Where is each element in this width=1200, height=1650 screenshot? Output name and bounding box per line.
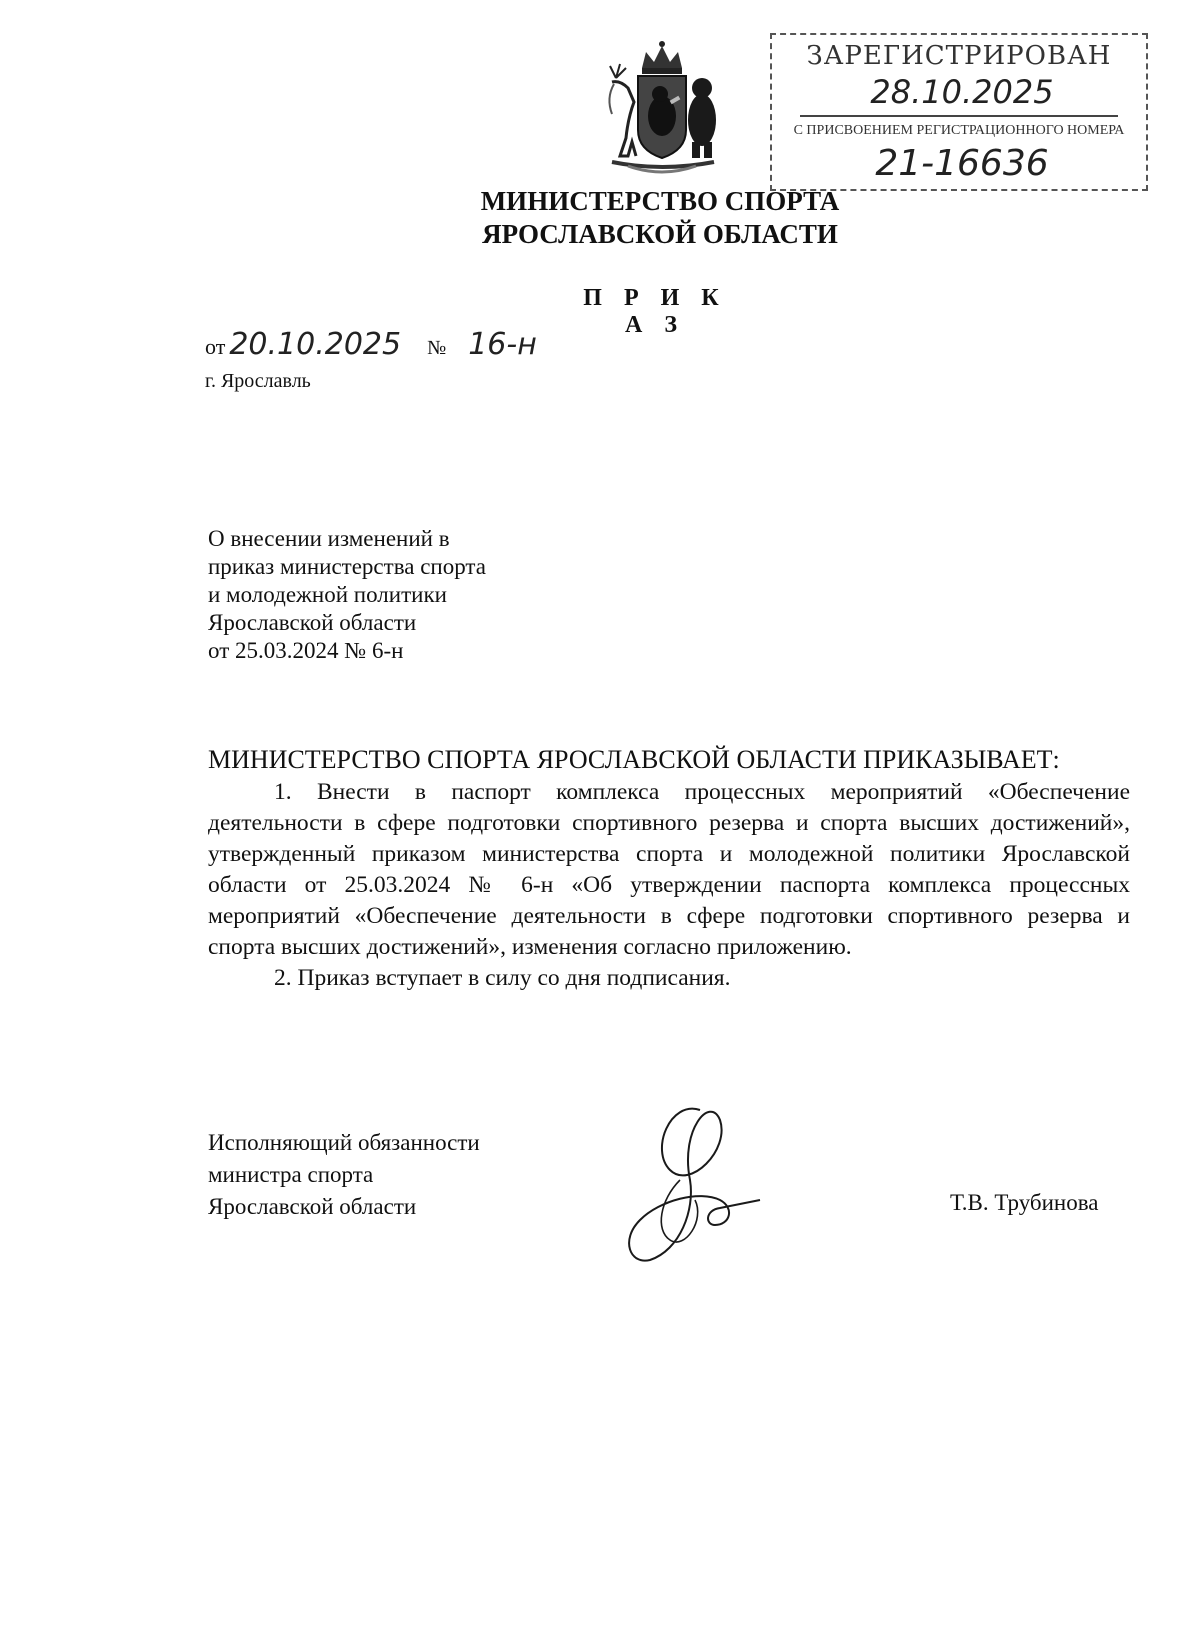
- date-prefix: от: [205, 334, 226, 359]
- stamp-title: ЗАРЕГИСТРИРОВАН: [806, 41, 1112, 71]
- order-body: [208, 777, 1130, 994]
- order-date: 20.10.2025: [229, 327, 402, 362]
- signatory-line: Ярославской области: [208, 1194, 417, 1219]
- signatory-name: Т.В. Трубинова: [950, 1190, 1099, 1215]
- signatory-line: Исполняющий обязанности: [208, 1130, 480, 1155]
- ministry-line: МИНИСТЕРСТВО СПОРТА: [480, 186, 840, 216]
- handwritten-signature-icon: [610, 1090, 790, 1270]
- order-number: 16-н: [468, 327, 537, 362]
- order-heading: МИНИСТЕРСТВО СПОРТА ЯРОСЛАВСКОЙ ОБЛАСТИ ПРИКАЗЫВАЕТ:: [208, 745, 1060, 774]
- document-type: П Р И К А З: [583, 285, 727, 338]
- order-city: г. Ярославль: [205, 370, 311, 392]
- signatory-position: [208, 1127, 480, 1223]
- order-paragraph: 2. Приказ вступает в силу со дня подписания.: [274, 965, 731, 991]
- order-paragraph: 1. Внести в паспорт комплекса процессных мероприятий «Обеспечение деятельности в сфере подготовки спортивного резерва и спорта высших достижений», утвержденный приказом министерства спорта и молодежной политики Ярославской области от 25.03.2024 № 6-н «Об утверждении паспорта комплекса процессных мероприятий «Обеспечение деятельности в сфере подготовки спортивного резерва и спорта высших достижений», изменения согласно приложению.: [208, 779, 1130, 960]
- coat-of-arms-icon: [598, 38, 726, 178]
- subject-line: от 25.03.2024 № 6-н: [208, 638, 404, 663]
- number-sign: №: [427, 337, 447, 359]
- ministry-title: [380, 185, 940, 251]
- signatory-line: министра спорта: [208, 1162, 374, 1187]
- stamp-date: 28.10.2025: [870, 73, 1054, 111]
- subject-line: приказ министерства спорта: [208, 554, 486, 579]
- stamp-subtitle: С ПРИСВОЕНИЕМ РЕГИСТРАЦИОННОГО НОМЕРА: [793, 123, 1125, 138]
- ministry-line: ЯРОСЛАВСКОЙ ОБЛАСТИ: [482, 219, 838, 249]
- registration-stamp: [770, 33, 1148, 191]
- stamp-divider: [800, 115, 1118, 117]
- stamp-number: 21-16636: [875, 143, 1049, 184]
- order-subject: [208, 525, 486, 665]
- subject-line: и молодежной политики: [208, 582, 447, 607]
- order-date-line: [205, 327, 537, 367]
- subject-line: Ярославской области: [208, 610, 417, 635]
- subject-line: О внесении изменений в: [208, 526, 450, 551]
